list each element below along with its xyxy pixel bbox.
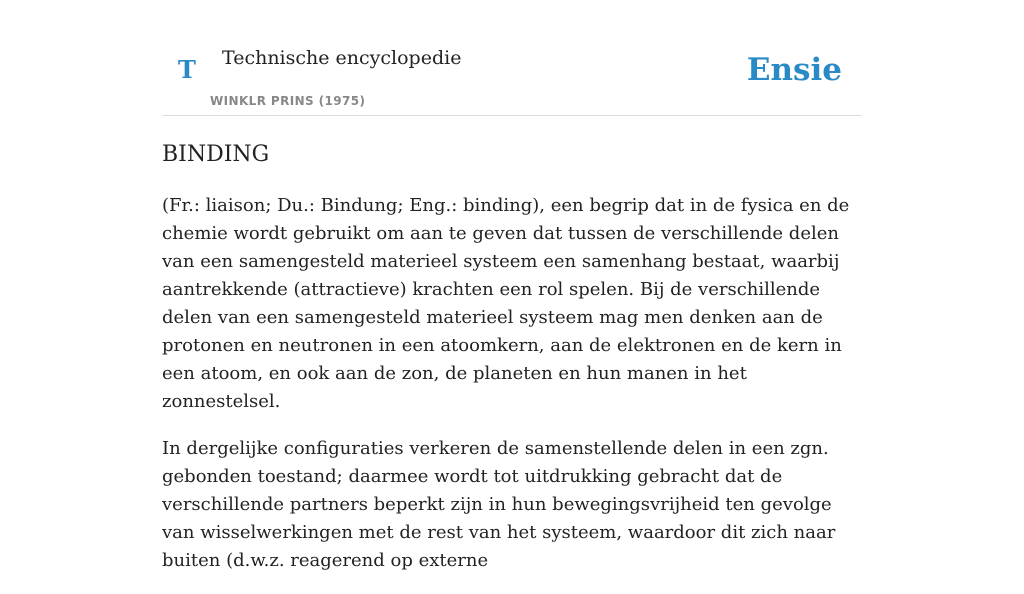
work-subtitle: WINKLR PRINS (1975)	[210, 94, 366, 108]
header	[162, 0, 862, 116]
encyclopedia-logo-icon[interactable]: T	[178, 55, 196, 84]
entry-body	[162, 192, 862, 594]
entry-paragraph-2: In dergelijke configuraties verkeren de samenstellende delen in een zgn. gebonden toestand; daarmee wordt tot uitdrukking gebracht dat de verschillende partners beperkt zijn in hun bewegingsvrijheid ten gevolge van wisselwerkingen met de rest van het systeem, waardoor dit zich naar buiten (d.w.z. reagerend op externe	[162, 438, 836, 571]
page	[162, 0, 862, 571]
entry-paragraph-1: (Fr.: liaison; Du.: Bindung; Eng.: binding), een begrip dat in de fysica en de chemie wordt gebruikt om aan te geven dat tussen de verschillende delen van een samengesteld materieel systeem een samenhang bestaat, waarbij aantrekkende (attractieve) krachten een rol spelen. Bij de verschillende delen van een samengesteld materieel systeem mag men denken aan de protonen en neutronen in een atoomkern, aan de elektronen en de kern in een atoom, en ook aan de zon, de planeten en hun manen in het zonnestelsel.	[162, 195, 850, 412]
work-title-link[interactable]: Technische encyclopedie	[222, 47, 462, 69]
ensie-brand-logo[interactable]: Ensie	[746, 52, 842, 88]
entry-title: BINDING	[162, 142, 270, 167]
